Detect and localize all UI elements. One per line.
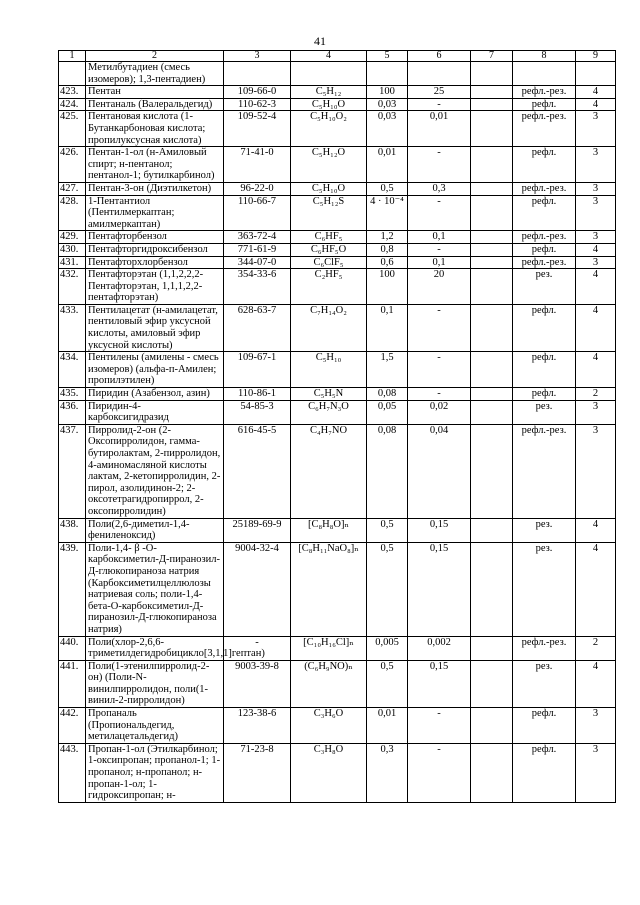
table-row: [59, 542, 616, 636]
page-number: 41: [314, 34, 326, 48]
row-number: 436.: [59, 400, 86, 424]
substance-name: Пентан-1-ол (н-Амиловый спирт; н-пентанол; пентанол-1; бутилкарбинол): [86, 147, 224, 183]
value-col6: 0,3: [408, 182, 471, 195]
value-col6: [408, 62, 471, 86]
value-col8: рефл.: [513, 147, 576, 183]
value-col6: 0,04: [408, 424, 471, 518]
cas-number: -: [224, 636, 291, 660]
table-row: [59, 86, 616, 99]
value-col6: -: [408, 243, 471, 256]
row-number: 441.: [59, 660, 86, 707]
value-col8: рефл.-рез.: [513, 424, 576, 518]
value-col8: рефл.: [513, 98, 576, 111]
table-row: [59, 352, 616, 388]
value-col7: [471, 98, 513, 111]
value-col8: рефл.-рез.: [513, 182, 576, 195]
cas-number: 616-45-5: [224, 424, 291, 518]
row-number: 442.: [59, 708, 86, 744]
row-number: 431.: [59, 256, 86, 269]
value-col6: 0,002: [408, 636, 471, 660]
row-number: 433.: [59, 304, 86, 351]
column-header: 3: [224, 51, 291, 62]
row-number: 440.: [59, 636, 86, 660]
value-col9: 4: [576, 98, 616, 111]
value-col7: [471, 62, 513, 86]
cas-number: 123-38-6: [224, 708, 291, 744]
value-col6: -: [408, 195, 471, 231]
value-col8: рефл.-рез.: [513, 86, 576, 99]
cas-number: [224, 62, 291, 86]
row-number: 443.: [59, 743, 86, 802]
formula: C₅H₅N: [291, 388, 367, 401]
value-col5: 0,05: [367, 400, 408, 424]
value-col6: -: [408, 708, 471, 744]
value-col9: 3: [576, 743, 616, 802]
formula: C₂HF₅: [291, 269, 367, 305]
value-col7: [471, 518, 513, 542]
formula: C₆HF₅O: [291, 243, 367, 256]
row-number: 439.: [59, 542, 86, 636]
formula: C₆H₇N₃O: [291, 400, 367, 424]
substance-name: Поли-1,4- β -О-карбоксиметил-Д-пиранозил-Д-глюкопираноза натрия (Карбоксиметилцеллюлозы натриевая соль; поли-1,4-бета-О-карбоксиметил-Д-пиранозил-Д-глюкопираноза натрия): [86, 542, 224, 636]
table-row: [59, 182, 616, 195]
value-col6: 0,15: [408, 518, 471, 542]
value-col5: 0,03: [367, 111, 408, 147]
cas-number: 109-66-0: [224, 86, 291, 99]
row-number: 435.: [59, 388, 86, 401]
value-col6: -: [408, 743, 471, 802]
value-col5: 0,5: [367, 182, 408, 195]
value-col7: [471, 388, 513, 401]
value-col5: 0,8: [367, 243, 408, 256]
table-row: [59, 62, 616, 86]
formula: C₅H₁₀: [291, 352, 367, 388]
value-col9: 4: [576, 269, 616, 305]
cas-number: 96-22-0: [224, 182, 291, 195]
value-col5: 0,5: [367, 518, 408, 542]
cas-number: 628-63-7: [224, 304, 291, 351]
column-header: 4: [291, 51, 367, 62]
column-header: 5: [367, 51, 408, 62]
value-col5: 1,5: [367, 352, 408, 388]
table-row: [59, 388, 616, 401]
substance-name: Пентан: [86, 86, 224, 99]
substance-name: Пропан-1-ол (Этилкарбинол; 1-оксипропан; пропанол-1; 1-пропанол; н-пропанол; н-пропан-1-ол; 1-гидроксипропан; н-: [86, 743, 224, 802]
cas-number: 25189-69-9: [224, 518, 291, 542]
value-col9: 3: [576, 708, 616, 744]
value-col8: рефл.-рез.: [513, 111, 576, 147]
formula: C₅H₁₀O: [291, 98, 367, 111]
value-col6: -: [408, 352, 471, 388]
value-col9: 3: [576, 182, 616, 195]
value-col9: 4: [576, 304, 616, 351]
value-col8: [513, 62, 576, 86]
value-col6: 0,02: [408, 400, 471, 424]
table-row: [59, 660, 616, 707]
value-col5: 0,005: [367, 636, 408, 660]
formula: C₅H₁₀O: [291, 182, 367, 195]
column-header: 8: [513, 51, 576, 62]
value-col7: [471, 424, 513, 518]
cas-number: 54-85-3: [224, 400, 291, 424]
row-number: 429.: [59, 231, 86, 244]
cas-number: 71-41-0: [224, 147, 291, 183]
value-col6: 0,1: [408, 231, 471, 244]
row-number: [59, 62, 86, 86]
value-col8: рез.: [513, 542, 576, 636]
row-number: 432.: [59, 269, 86, 305]
value-col8: рез.: [513, 269, 576, 305]
value-col7: [471, 86, 513, 99]
formula: [C₈H₁₁NaO₈]ₙ: [291, 542, 367, 636]
substance-name: 1-Пентантиол (Пентилмеркаптан; амилмеркаптан): [86, 195, 224, 231]
value-col8: рефл.: [513, 352, 576, 388]
value-col9: 4: [576, 243, 616, 256]
value-col6: 25: [408, 86, 471, 99]
substance-name: Пентилацетат (н-амилацетат, пентиловый эфир уксусной кислоты, амиловый эфир уксусной кислоты): [86, 304, 224, 351]
value-col7: [471, 195, 513, 231]
row-number: 423.: [59, 86, 86, 99]
value-col5: 0,08: [367, 424, 408, 518]
formula: (C₆H₉NO)ₙ: [291, 660, 367, 707]
column-header: 7: [471, 51, 513, 62]
table-row: [59, 424, 616, 518]
value-col9: [576, 62, 616, 86]
value-col5: 0,08: [367, 388, 408, 401]
value-col5: 0,03: [367, 98, 408, 111]
value-col7: [471, 352, 513, 388]
row-number: 438.: [59, 518, 86, 542]
formula: [291, 62, 367, 86]
substance-table: [58, 50, 616, 803]
value-col5: 0,5: [367, 542, 408, 636]
table-row: [59, 231, 616, 244]
value-col7: [471, 231, 513, 244]
formula: C₅H₁₀O₂: [291, 111, 367, 147]
value-col8: рефл.: [513, 195, 576, 231]
substance-name: Метилбутадиен (смесь изомеров); 1,3-пентадиен): [86, 62, 224, 86]
value-col7: [471, 111, 513, 147]
value-col8: рефл.-рез.: [513, 256, 576, 269]
formula: C₃H₈O: [291, 743, 367, 802]
table-row: [59, 195, 616, 231]
formula: C₅H₁₂: [291, 86, 367, 99]
substance-name: Пентилены (амилены - смесь изомеров) (альфа-п-Амилен; пропилэтилен): [86, 352, 224, 388]
value-col7: [471, 182, 513, 195]
value-col8: рез.: [513, 400, 576, 424]
table-row: [59, 304, 616, 351]
substance-name: Пентафторбензол: [86, 231, 224, 244]
table-row: [59, 243, 616, 256]
substance-name: Пиридин (Азабензол, азин): [86, 388, 224, 401]
cas-number: 9004-32-4: [224, 542, 291, 636]
value-col7: [471, 708, 513, 744]
value-col8: рефл.: [513, 243, 576, 256]
substance-name: Поли(2,6-диметил-1,4-фениленоксид): [86, 518, 224, 542]
value-col6: -: [408, 147, 471, 183]
value-col8: рефл.-рез.: [513, 231, 576, 244]
value-col5: 0,3: [367, 743, 408, 802]
table-row: [59, 518, 616, 542]
value-col5: 0,01: [367, 147, 408, 183]
value-col8: рефл.: [513, 708, 576, 744]
cas-number: 344-07-0: [224, 256, 291, 269]
formula: C₃H₆O: [291, 708, 367, 744]
substance-name: Пентафторхлорбензол: [86, 256, 224, 269]
value-col6: 0,1: [408, 256, 471, 269]
substance-name: Пентановая кислота (1-Бутанкарбоновая кислота; пропилуксусная кислота): [86, 111, 224, 147]
table-row: [59, 743, 616, 802]
column-header: 6: [408, 51, 471, 62]
cas-number: 109-67-1: [224, 352, 291, 388]
value-col9: 2: [576, 388, 616, 401]
value-col6: 0,01: [408, 111, 471, 147]
header-row: [59, 51, 616, 62]
value-col8: рез.: [513, 660, 576, 707]
value-col6: -: [408, 304, 471, 351]
row-number: 434.: [59, 352, 86, 388]
value-col5: 0,1: [367, 304, 408, 351]
row-number: 424.: [59, 98, 86, 111]
value-col5: 0,5: [367, 660, 408, 707]
formula: C₇H₁₄O₂: [291, 304, 367, 351]
substance-name: Пентаналь (Валеральдегид): [86, 98, 224, 111]
value-col5: 0,01: [367, 708, 408, 744]
value-col5: 100: [367, 269, 408, 305]
formula: C₆ClF₅: [291, 256, 367, 269]
value-col5: 100: [367, 86, 408, 99]
table-row: [59, 256, 616, 269]
value-col7: [471, 304, 513, 351]
row-number: 437.: [59, 424, 86, 518]
cas-number: 110-66-7: [224, 195, 291, 231]
formula: C₅H₁₂S: [291, 195, 367, 231]
value-col8: рефл.-рез.: [513, 636, 576, 660]
value-col9: 3: [576, 424, 616, 518]
cas-number: 71-23-8: [224, 743, 291, 802]
table-row: [59, 400, 616, 424]
value-col5: 4 · 10⁻⁴: [367, 195, 408, 231]
value-col9: 2: [576, 636, 616, 660]
value-col9: 3: [576, 147, 616, 183]
value-col6: 0,15: [408, 660, 471, 707]
cas-number: 110-62-3: [224, 98, 291, 111]
table-row: [59, 269, 616, 305]
value-col5: [367, 62, 408, 86]
value-col7: [471, 542, 513, 636]
value-col9: 3: [576, 256, 616, 269]
substance-name: Пентафторэтан (1,1,2,2,2-Пентафторэтан, 1,1,1,2,2-пентафторэтан): [86, 269, 224, 305]
row-number: 430.: [59, 243, 86, 256]
formula: C₄H₇NO: [291, 424, 367, 518]
column-header: 2: [86, 51, 224, 62]
value-col5: 1,2: [367, 231, 408, 244]
value-col7: [471, 147, 513, 183]
substance-name: Пентан-3-он (Диэтилкетон): [86, 182, 224, 195]
value-col6: -: [408, 98, 471, 111]
table-row: [59, 111, 616, 147]
value-col8: рез.: [513, 518, 576, 542]
table-row: [59, 98, 616, 111]
row-number: 428.: [59, 195, 86, 231]
substance-name: Поли(1-этенилпирролид-2-он) (Поли-N-винилпирролидон, поли(1-винил-2-пирролидон): [86, 660, 224, 707]
value-col7: [471, 256, 513, 269]
cas-number: 771-61-9: [224, 243, 291, 256]
substance-name: Поли(хлор-2,6,6-триметилдегидробицикло[3,1,1]гептан): [86, 636, 224, 660]
value-col8: рефл.: [513, 304, 576, 351]
column-header: 1: [59, 51, 86, 62]
value-col7: [471, 243, 513, 256]
value-col6: 20: [408, 269, 471, 305]
value-col9: 4: [576, 86, 616, 99]
value-col6: -: [408, 388, 471, 401]
cas-number: 354-33-6: [224, 269, 291, 305]
formula: [C₁₀H₁₆Cl]ₙ: [291, 636, 367, 660]
substance-name: Пиридин-4-карбоксигидразид: [86, 400, 224, 424]
table-row: [59, 636, 616, 660]
cas-number: 9003-39-8: [224, 660, 291, 707]
value-col9: 3: [576, 195, 616, 231]
row-number: 426.: [59, 147, 86, 183]
formula: C₆HF₅: [291, 231, 367, 244]
row-number: 425.: [59, 111, 86, 147]
cas-number: 109-52-4: [224, 111, 291, 147]
value-col5: 0,6: [367, 256, 408, 269]
value-col9: 4: [576, 660, 616, 707]
value-col7: [471, 269, 513, 305]
value-col9: 3: [576, 111, 616, 147]
value-col8: рефл.: [513, 388, 576, 401]
value-col7: [471, 636, 513, 660]
value-col9: 3: [576, 400, 616, 424]
value-col7: [471, 400, 513, 424]
table-row: [59, 147, 616, 183]
table-row: [59, 708, 616, 744]
formula: C₅H₁₂O: [291, 147, 367, 183]
cas-number: 363-72-4: [224, 231, 291, 244]
substance-name: Пропаналь (Пропиональдегид, метилацетальдегид): [86, 708, 224, 744]
value-col7: [471, 743, 513, 802]
cas-number: 110-86-1: [224, 388, 291, 401]
value-col7: [471, 660, 513, 707]
formula: [C₈H₈O]ₙ: [291, 518, 367, 542]
value-col8: рефл.: [513, 743, 576, 802]
value-col9: 4: [576, 518, 616, 542]
value-col9: 3: [576, 231, 616, 244]
substance-name: Пентафторгидроксибензол: [86, 243, 224, 256]
column-header: 9: [576, 51, 616, 62]
value-col6: 0,15: [408, 542, 471, 636]
value-col9: 4: [576, 352, 616, 388]
row-number: 427.: [59, 182, 86, 195]
value-col9: 4: [576, 542, 616, 636]
substance-name: Пирролид-2-он (2-Оксопирролидон, гамма-бутиролактам, 2-пирролидон, 4-аминомасляной кислоты лактам, 2-кетопирролидин, 2-пирол, азолидинон-2; 2-оксотетрагидропиррол, 2-оксопирролидин): [86, 424, 224, 518]
